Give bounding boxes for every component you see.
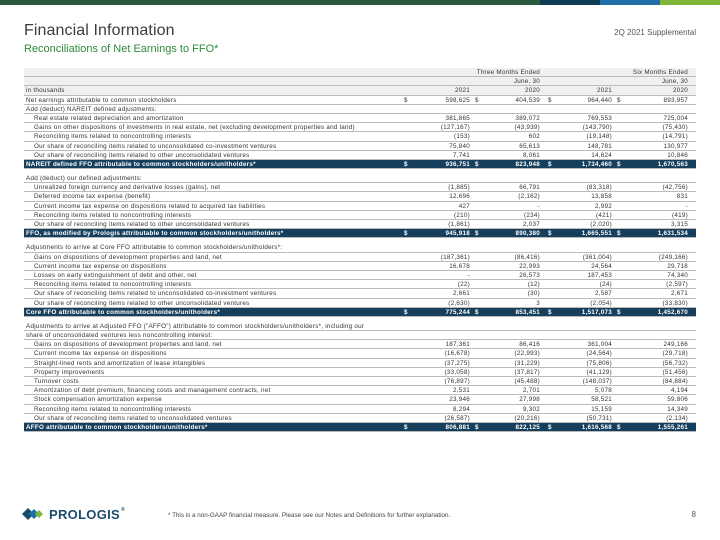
table-cell: (84,884) xyxy=(662,378,688,385)
table-cell: (12) xyxy=(527,281,540,289)
table-cell: 1,616,568 xyxy=(581,423,612,431)
table-cell: (153) xyxy=(454,133,470,141)
table-cell: 893,957 xyxy=(663,96,688,104)
units-label: in thousands xyxy=(26,87,65,95)
dollar-sign: $ xyxy=(548,160,552,168)
row-label: Straight-lined rents and amortization of lease intangibles xyxy=(34,359,206,367)
six-months-header: Six Months Ended xyxy=(632,69,688,76)
table-cell: 945,918 xyxy=(445,230,470,238)
table-cell: 1,631,534 xyxy=(657,230,688,238)
table-cell: 853,451 xyxy=(515,308,540,316)
total-row xyxy=(24,423,696,432)
table-cell: 2,671 xyxy=(670,290,688,298)
logo-wordmark: PROLOGIS® xyxy=(49,506,126,522)
table-cell: 249,166 xyxy=(663,341,688,349)
table-row xyxy=(24,340,696,349)
dollar-sign: $ xyxy=(475,308,479,316)
table-row xyxy=(24,386,696,395)
table-cell: (50,731) xyxy=(586,414,612,422)
table-cell: (43,939) xyxy=(514,124,540,132)
table-cell: 936,751 xyxy=(445,160,470,168)
row-label: Core FFO attributable to common stockholders/unitholders* xyxy=(26,308,221,316)
year-header: 2021 xyxy=(596,87,612,95)
row-label: Turnover costs xyxy=(34,378,79,385)
table-cell: 7,741 xyxy=(452,151,470,159)
table-row xyxy=(24,151,696,160)
table-cell: 725,004 xyxy=(663,114,688,122)
row-label: Gains on dispositions of development properties and land, net xyxy=(34,341,222,349)
table-row xyxy=(24,322,696,331)
table-cell: (26,587) xyxy=(444,414,470,422)
document-label: 2Q 2021 Supplemental xyxy=(614,28,696,37)
page-number: 8 xyxy=(691,510,696,519)
table-cell: 75,840 xyxy=(449,142,470,150)
table-body xyxy=(24,68,696,432)
dollar-sign: $ xyxy=(617,423,621,431)
dollar-sign: $ xyxy=(617,230,621,238)
table-cell: (83,318) xyxy=(586,184,612,192)
dollar-sign: $ xyxy=(404,423,408,431)
table-cell: 4,194 xyxy=(670,387,688,395)
table-row xyxy=(24,299,696,308)
table-cell: 9,302 xyxy=(522,405,540,413)
row-label: Unrealized foreign currency and derivative losses (gains), net xyxy=(34,184,221,192)
row-label: Stock compensation amortization expense xyxy=(34,396,163,404)
table-cell: 14,624 xyxy=(591,151,612,159)
table-row xyxy=(24,280,696,289)
table-cell: (210) xyxy=(454,211,470,219)
table-cell: 148,781 xyxy=(587,142,612,150)
table-cell: (33,058) xyxy=(444,368,470,376)
table-row xyxy=(24,262,696,271)
table-cell: 22,993 xyxy=(519,262,540,270)
row-label: Our share of reconciling items related to other unconsolidated ventures xyxy=(34,221,250,228)
table-cell: (249,166) xyxy=(658,253,688,261)
table-cell: (234) xyxy=(524,211,540,219)
table-cell: 26,573 xyxy=(519,271,540,279)
table-cell: 29,718 xyxy=(667,262,688,270)
table-cell: 14,349 xyxy=(667,405,688,413)
footnote: * This is a non-GAAP financial measure. Please see our Notes and Definitions for further explanation. xyxy=(168,512,451,519)
row-label: Reconciling items related to noncontrolling interests xyxy=(34,211,192,219)
dollar-sign: $ xyxy=(548,423,552,431)
table-cell: 187,361 xyxy=(445,341,470,349)
accent-segment xyxy=(0,0,540,5)
table-cell: - xyxy=(537,202,540,210)
table-cell: (30) xyxy=(527,290,540,298)
table-cell: 13,858 xyxy=(591,193,612,201)
table-cell: 2,701 xyxy=(522,387,540,395)
table-cell: 1,670,563 xyxy=(657,160,688,168)
table-cell: 2,531 xyxy=(452,387,470,395)
column-group-header-row xyxy=(24,68,696,77)
table-cell: 16,678 xyxy=(449,262,470,270)
row-label: Property improvements xyxy=(34,368,105,376)
table-cell: 2,037 xyxy=(522,221,540,228)
prologis-logo xyxy=(22,505,125,523)
table-cell: (19,148) xyxy=(586,133,612,141)
table-row xyxy=(24,368,696,377)
year-header: 2020 xyxy=(524,87,540,95)
row-label: Adjustments to arrive at Adjusted FFO ("AFFO") attributable to common stockholders/unitholders*, including our xyxy=(26,322,365,330)
table-cell: 24,564 xyxy=(591,262,612,270)
table-row xyxy=(24,220,696,229)
table-cell: (1,861) xyxy=(448,221,470,228)
table-cell: 86,416 xyxy=(519,341,540,349)
dollar-sign: $ xyxy=(475,160,479,168)
table-cell: 775,244 xyxy=(445,308,470,316)
row-label: Our share of reconciling items related to unconsolidated ventures xyxy=(34,414,232,422)
table-cell: 23,946 xyxy=(449,396,470,404)
table-row xyxy=(24,142,696,151)
table-cell: 427 xyxy=(458,202,470,210)
table-cell: (76,897) xyxy=(444,378,470,385)
row-label: Our share of reconciling items related to other unconsolidated ventures xyxy=(34,299,250,307)
year-header: 2021 xyxy=(454,87,470,95)
table-cell: (143,790) xyxy=(582,124,612,132)
row-label: Net earnings attributable to common stockholders xyxy=(26,96,177,104)
row-label: share of unconsolidated ventures less noncontrolling interest: xyxy=(26,332,213,340)
column-subheader-row xyxy=(24,77,696,86)
table-row xyxy=(24,331,696,340)
row-label: AFFO attributable to common stockholders/unitholders* xyxy=(26,423,208,431)
table-cell: (37,817) xyxy=(514,368,540,376)
table-cell: 381,865 xyxy=(445,114,470,122)
table-cell: 404,539 xyxy=(515,96,540,104)
row-label: Add (deduct) NAREIT defined adjustments: xyxy=(26,105,157,113)
table-cell: (75,430) xyxy=(662,124,688,132)
table-row xyxy=(24,202,696,211)
table-row xyxy=(24,105,696,114)
table-row xyxy=(24,96,696,105)
row-label: Add (deduct) our defined adjustments: xyxy=(26,175,143,183)
table-cell: (86,416) xyxy=(514,253,540,261)
table-cell: (16,678) xyxy=(444,350,470,358)
table-cell: (29,718) xyxy=(662,350,688,358)
row-label: Our share of reconciling items related to other unconsolidated ventures xyxy=(34,151,250,159)
dollar-sign: $ xyxy=(548,230,552,238)
table-cell: (2,020) xyxy=(590,221,612,228)
dollar-sign: $ xyxy=(617,308,621,316)
table-cell: (24,564) xyxy=(586,350,612,358)
table-row xyxy=(24,183,696,192)
table-cell: 598,625 xyxy=(445,96,470,104)
table-cell: (2,162) xyxy=(518,193,540,201)
table-cell: (56,732) xyxy=(662,359,688,367)
table-cell: (419) xyxy=(672,211,688,219)
table-cell: 8,294 xyxy=(452,405,470,413)
table-cell: 58,521 xyxy=(591,396,612,404)
prologis-logo-mark-icon xyxy=(22,505,44,523)
row-label: Gains on other dispositions of investments in real estate, net (excluding development properties and land) xyxy=(34,124,355,132)
table-cell: (22,993) xyxy=(514,350,540,358)
table-cell: 822,125 xyxy=(515,423,540,431)
row-label: Real estate related depreciation and amortization xyxy=(34,114,184,122)
row-label: Reconciling items related to noncontrolling interests xyxy=(34,133,192,141)
table-row xyxy=(24,405,696,414)
table-cell: 806,881 xyxy=(445,423,470,431)
year-header: 2020 xyxy=(672,87,688,95)
total-row xyxy=(24,160,696,169)
table-cell: (2,630) xyxy=(448,299,470,307)
table-cell: 66,791 xyxy=(519,184,540,192)
table-cell: 187,453 xyxy=(587,271,612,279)
row-label: Reconciling items related to noncontrolling interests xyxy=(34,405,192,413)
table-row xyxy=(24,271,696,280)
row-label: Reconciling items related to noncontrolling interests xyxy=(34,281,192,289)
year-header-row xyxy=(24,86,696,95)
table-cell: (45,488) xyxy=(514,378,540,385)
table-cell: 964,440 xyxy=(587,96,612,104)
table-cell: 10,846 xyxy=(667,151,688,159)
table-row xyxy=(24,289,696,298)
table-cell: (51,456) xyxy=(662,368,688,376)
table-row xyxy=(24,114,696,123)
three-months-header: Three Months Ended xyxy=(476,69,540,76)
dollar-sign: $ xyxy=(404,160,408,168)
table-cell: 3,315 xyxy=(670,221,688,228)
accent-segment xyxy=(540,0,600,5)
table-row xyxy=(24,123,696,132)
row-label: FFO, as modified by Prologis attributable to common stockholders/unitholders* xyxy=(26,230,284,238)
three-months-subheader: June, 30 xyxy=(513,78,540,86)
table-cell: (24) xyxy=(599,281,612,289)
table-cell: (127,167) xyxy=(440,124,470,132)
table-cell: (361,004) xyxy=(582,253,612,261)
table-row xyxy=(24,192,696,201)
row-label: Current income tax expense on dispositions related to acquired tax liabilities xyxy=(34,202,266,210)
table-cell: (2,597) xyxy=(666,281,688,289)
table-cell: 2,992 xyxy=(594,202,612,210)
table-cell: (31,229) xyxy=(514,359,540,367)
row-label: Current income tax expense on dispositions xyxy=(34,262,167,270)
table-cell: 130,977 xyxy=(663,142,688,150)
dollar-sign: $ xyxy=(475,230,479,238)
table-cell: (187,361) xyxy=(440,253,470,261)
row-label: Current income tax expense on dispositions xyxy=(34,350,167,358)
table-cell: 831 xyxy=(676,193,688,201)
table-cell: (75,806) xyxy=(586,359,612,367)
table-cell: 1,665,551 xyxy=(581,230,612,238)
table-row xyxy=(24,243,696,252)
dollar-sign: $ xyxy=(404,230,408,238)
table-cell: (33,830) xyxy=(662,299,688,307)
table-cell: (22) xyxy=(457,281,470,289)
accent-segment xyxy=(660,0,720,5)
dollar-sign: $ xyxy=(617,160,621,168)
table-cell: 5,078 xyxy=(594,387,612,395)
page-title: Financial Information xyxy=(24,22,175,39)
table-row xyxy=(24,359,696,368)
table-cell: (37,275) xyxy=(444,359,470,367)
table-row xyxy=(24,395,696,404)
table-cell: (20,216) xyxy=(514,414,540,422)
table-cell: 2,587 xyxy=(594,290,612,298)
table-cell: (148,037) xyxy=(582,378,612,385)
row-label: Our share of reconciling items related to unconsolidated co-investment ventures xyxy=(34,142,277,150)
dollar-sign: $ xyxy=(475,96,479,104)
table-cell: 1,555,261 xyxy=(657,423,688,431)
table-cell: (41,129) xyxy=(586,368,612,376)
dollar-sign: $ xyxy=(475,423,479,431)
dollar-sign: $ xyxy=(617,96,621,104)
table-row xyxy=(24,349,696,358)
table-row xyxy=(24,211,696,220)
dollar-sign: $ xyxy=(404,308,408,316)
row-label: Amortization of debt premium, financing costs and management contracts, net xyxy=(34,387,271,395)
row-label: Losses on early extinguishment of debt and other, net xyxy=(34,271,197,279)
table-cell: (2,054) xyxy=(590,299,612,307)
table-cell: 27,998 xyxy=(519,396,540,404)
row-label: Deferred income tax expense (benefit) xyxy=(34,193,151,201)
total-row xyxy=(24,308,696,317)
table-cell: 15,159 xyxy=(591,405,612,413)
total-row xyxy=(24,229,696,238)
table-cell: 74,340 xyxy=(667,271,688,279)
table-row xyxy=(24,253,696,262)
table-cell: (42,756) xyxy=(662,184,688,192)
table-cell: (14,791) xyxy=(662,133,688,141)
table-cell: 3 xyxy=(536,299,540,307)
table-cell: 890,380 xyxy=(515,230,540,238)
table-cell: (421) xyxy=(596,211,612,219)
table-cell: 361,004 xyxy=(587,341,612,349)
table-cell: (1,885) xyxy=(448,184,470,192)
page-subtitle: Reconciliations of Net Earnings to FFO* xyxy=(24,43,219,55)
dollar-sign: $ xyxy=(548,308,552,316)
table-cell: 1,517,073 xyxy=(581,308,612,316)
table-row xyxy=(24,377,696,386)
row-label: NAREIT defined FFO attributable to common stockholders/unitholders* xyxy=(26,160,256,168)
dollar-sign: $ xyxy=(404,96,408,104)
table-cell: - xyxy=(685,202,688,210)
table-cell: 2,661 xyxy=(452,290,470,298)
table-cell: 389,072 xyxy=(515,114,540,122)
table-cell: 12,696 xyxy=(449,193,470,201)
table-row xyxy=(24,132,696,141)
row-label: Adjustments to arrive at Core FFO attributable to common stockholders/unitholders*: xyxy=(26,244,283,252)
table-cell: 602 xyxy=(528,133,540,141)
table-cell: 1,452,670 xyxy=(657,308,688,316)
table-cell: 769,553 xyxy=(587,114,612,122)
table-cell: 59,806 xyxy=(667,396,688,404)
table-row xyxy=(24,174,696,183)
top-accent-bar xyxy=(0,0,720,5)
dollar-sign: $ xyxy=(548,96,552,104)
row-label: Gains on dispositions of development properties and land, net xyxy=(34,253,222,261)
accent-segment xyxy=(600,0,660,5)
row-label: Our share of reconciling items related to unconsolidated co-investment ventures xyxy=(34,290,277,298)
table-cell: 1,734,460 xyxy=(581,160,612,168)
table-cell: (2,134) xyxy=(666,414,688,422)
table-row xyxy=(24,414,696,423)
ffo-reconciliation-table xyxy=(24,68,696,432)
table-cell: 823,948 xyxy=(515,160,540,168)
six-months-subheader: June, 30 xyxy=(661,78,688,86)
table-cell: 8,061 xyxy=(522,151,540,159)
table-cell: 65,613 xyxy=(519,142,540,150)
table-cell: - xyxy=(467,271,470,279)
